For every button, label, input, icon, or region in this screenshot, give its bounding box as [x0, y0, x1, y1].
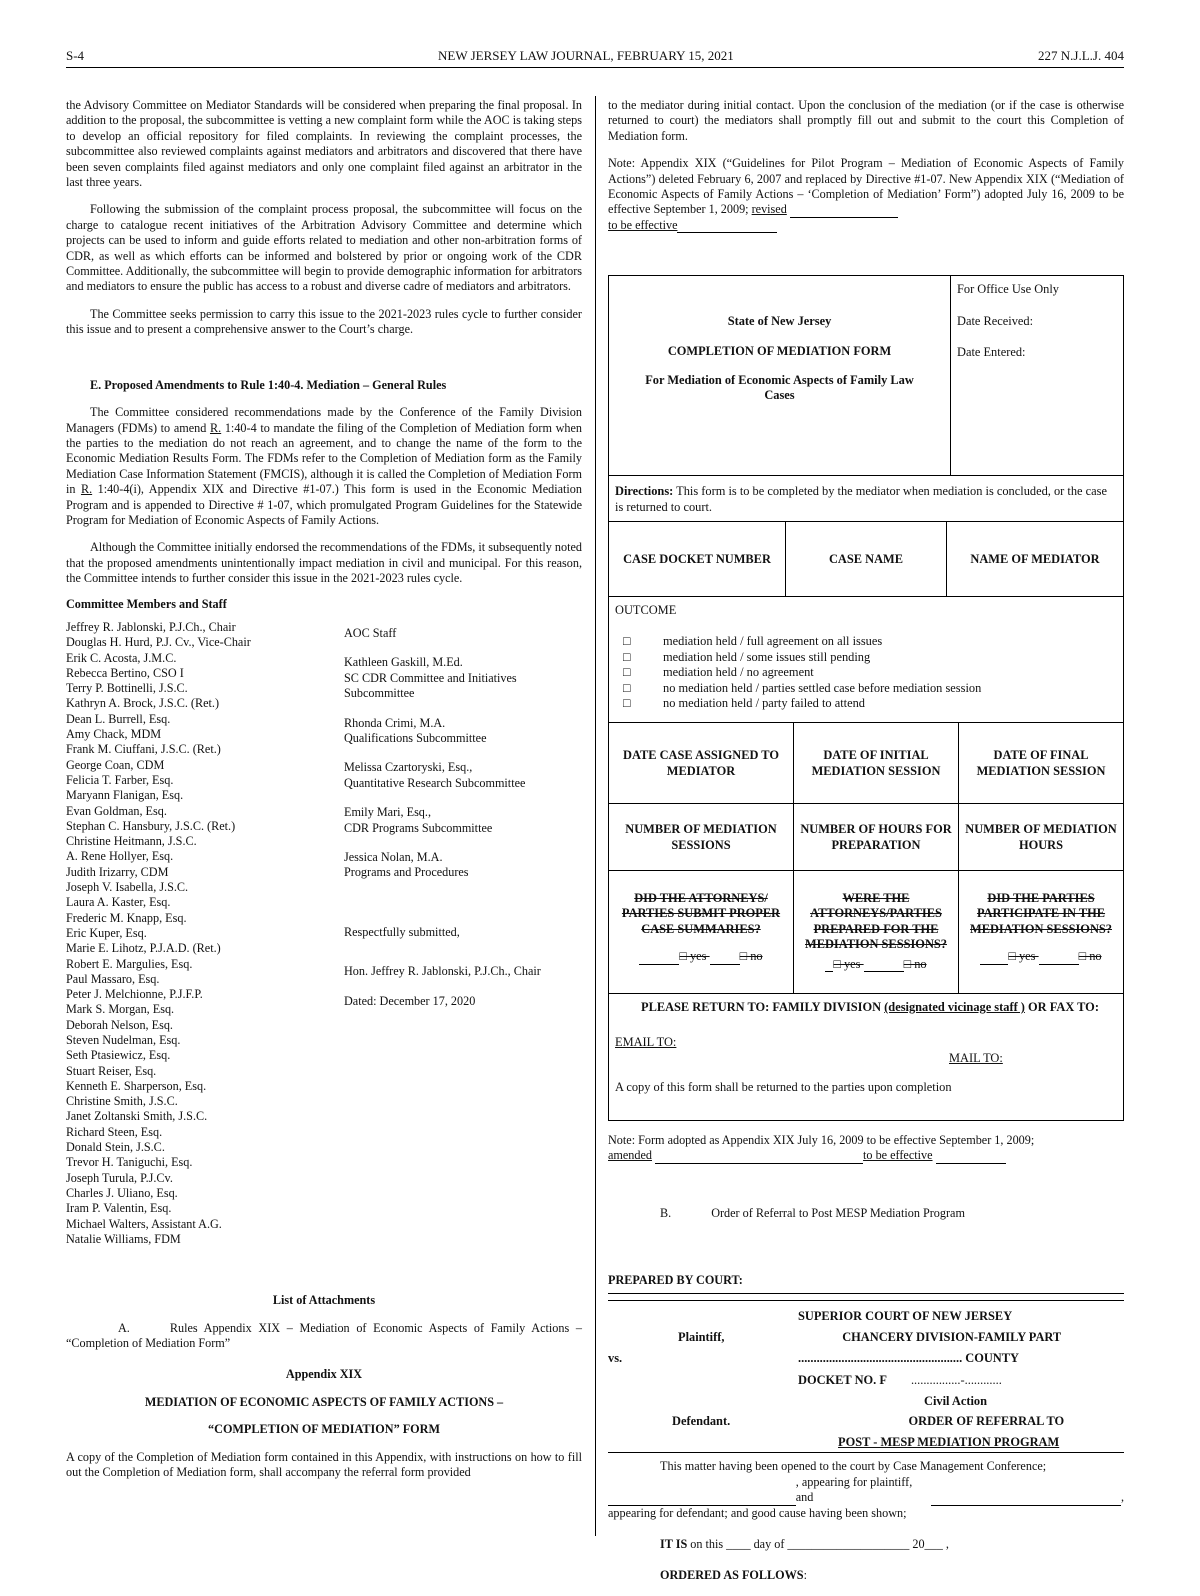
staff-member — [344, 850, 582, 881]
committee-member: A. Rene Hollyer, Esq. — [66, 849, 174, 864]
defendant-label: Defendant. — [672, 1413, 731, 1428]
staff-list — [344, 655, 582, 880]
ordered-heading: ORDERED AS FOLLOWS: — [660, 1568, 807, 1583]
outcome-label: mediation held / some issues still pending — [663, 649, 871, 664]
plaintiff-label: Plaintiff, — [678, 1330, 725, 1344]
note: Note: Form adopted as Appendix XIX July 16, 2009 to be effective September 1, 2009; amended to be effective — [608, 1132, 1035, 1163]
committee-member: Peter J. Melchionne, P.J.F.P. — [66, 987, 203, 1002]
outcome-cell — [609, 597, 1124, 723]
case-docket-number-field[interactable]: CASE DOCKET NUMBER — [609, 522, 786, 596]
members-heading: Committee Members and Staff — [66, 596, 227, 611]
committee-member: Joseph Turula, P.J.Cv. — [66, 1170, 173, 1185]
staff-name: Jessica Nolan, M.A. — [344, 850, 443, 865]
committee-member: Mark S. Morgan, Esq. — [66, 1002, 175, 1017]
journal-title: NEW JERSEY LAW JOURNAL, FEBRUARY 15, 2021 — [438, 48, 734, 63]
outcome-label: mediation held / full agreement on all issues — [663, 634, 883, 649]
staff-name: Rhonda Crimi, M.A. — [344, 715, 446, 730]
committee-member: Jeffrey R. Jablonski, P.J.Ch., Chair — [66, 619, 236, 634]
docket-field[interactable]: DOCKET NO. F ................-............ — [798, 1372, 1002, 1387]
paragraph: The Committee seeks permission to carry this issue to the 2021-2023 rules cycle to further consider this issue and to present a comprehensive answer to the Court’s charge. — [66, 306, 582, 337]
order-title: ORDER OF REFERRAL TO — [908, 1413, 1065, 1428]
section-heading: E. Proposed Amendments to Rule 1:40-4. Mediation – General Rules — [90, 377, 447, 392]
outcome-label: mediation held / no agreement — [663, 665, 814, 680]
summaries-yes-no[interactable]: □ yes □ no — [615, 949, 787, 965]
committee-member: Donald Stein, J.S.C. — [66, 1140, 165, 1155]
directions-cell: Directions: This form is to be completed by the mediator when mediation is concluded, or the case is returned to court. — [609, 476, 1124, 522]
note: Note: Appendix XIX (“Guidelines for Pilot Program – Mediation of Economic Aspects of Family Actions”) deleted February 6, 2007 and replaced by Directive #1-07. New Appendix XIX (“Mediation of Economic Aspects of Family Actions – ‘Completion of Mediation’ Form”) adopted July 16, 2009 to be effective September 1, 2009; revised to be effective — [608, 156, 1124, 232]
division-name: CHANCERY DIVISION-FAMILY PART — [842, 1330, 1062, 1344]
committee-member: Charles J. Uliano, Esq. — [66, 1185, 178, 1200]
checkbox-icon[interactable]: □ — [623, 665, 631, 680]
return-instructions: PLEASE RETURN TO: FAMILY DIVISION (designated vicinage staff ) OR FAX TO: — [641, 999, 1099, 1014]
appendix-title: Appendix XIX — [285, 1367, 363, 1382]
date-final-field[interactable]: DATE OF FINAL MEDIATION SESSION — [959, 723, 1124, 804]
committee-member: Frederic M. Knapp, Esq. — [66, 910, 187, 925]
staff-member — [344, 760, 582, 791]
committee-member: Iram P. Valentin, Esq. — [66, 1201, 172, 1216]
committee-member: Kenneth E. Sharperson, Esq. — [66, 1078, 207, 1093]
versus: vs. — [608, 1351, 623, 1366]
paragraph: Following the submission of the complaint process proposal, the subcommittee will focus on the charge to catalogue recent initiatives of the Arbitration Advisory Committee and determine which projects can be used to inform and guide efforts related to mediation and other non-arbitration forms of CDR, as well as which efforts can be informed and bolstered by prior or ongoing work of the CDR Committee. Additionally, the subcommittee will begin to provide demographic information for arbitrators and mediators to ensure the public has access to a robust and diverse cadre of mediators and arbitrators. — [66, 202, 582, 294]
form-subtitle: For Mediation of Economic Aspects of Family Law Cases — [645, 373, 914, 403]
staff-role: CDR Programs Subcommittee — [344, 820, 493, 835]
date-assigned-field[interactable]: DATE CASE ASSIGNED TO MEDIATOR — [609, 723, 794, 804]
attachment-item: A. Rules Appendix XIX – Mediation of Economic Aspects of Family Actions – “Completion of Mediation Form” — [66, 1320, 582, 1350]
staff-column — [344, 620, 582, 1247]
committee-member: Trevor H. Taniguchi, Esq. — [66, 1155, 193, 1170]
completion-of-mediation-form — [608, 275, 1124, 1121]
outcome-option[interactable] — [615, 650, 1117, 666]
num-sessions-field[interactable]: NUMBER OF MEDIATION SESSIONS — [609, 803, 794, 870]
section-b: B. Order of Referral to Post MESP Mediation Program — [660, 1205, 965, 1220]
committee-member: Marie E. Lihotz, P.J.A.D. (Ret.) — [66, 941, 221, 956]
committee-member: Robert E. Margulies, Esq. — [66, 956, 193, 971]
email-to[interactable]: EMAIL TO: — [615, 1035, 677, 1050]
staff-name: Kathleen Gaskill, M.Ed. — [344, 655, 463, 670]
staff-heading: AOC Staff — [344, 625, 397, 640]
case-summaries-question: DID THE ATTORNEYS/ PARTIES SUBMIT PROPER CASE SUMMARIES? □ yes □ no — [609, 870, 794, 993]
committee-member: Douglas H. Hurd, P.J. Cv., Vice-Chair — [66, 635, 251, 650]
appendix-subtitle: MEDIATION OF ECONOMIC ASPECTS OF FAMILY ACTIONS – — [144, 1394, 504, 1409]
paragraph: The Committee considered recommendations made by the Conference of the Family Division Managers (FDMs) to amend R. 1:40-4 to mandate the filing of the Completion of Mediation form when the parties to the mediation do not reach an agreement, and to change the name of the form to the Economic Mediation Results Form. The FDMs refer to the Completion of Mediation form as the Family Mediation Case Information Statement (FMCIS), although it is called the Completion of Mediation Form in R. 1:40-4(i), Appendix XIX and Directive #1-07.) This form is used in the Economic Mediation Program and is appended to Directive # 1-07, which promulgated Program Guidelines for the Statewide Program for Mediation of Economic Aspects of Family Actions. — [66, 405, 583, 527]
outcome-label: no mediation held / parties settled case before mediation session — [663, 680, 982, 695]
staff-role: Quantitative Research Subcommittee — [344, 775, 526, 790]
signature: Hon. Jeffrey R. Jablonski, P.J.Ch., Chair — [344, 964, 541, 979]
outcome-option[interactable] — [615, 681, 1117, 697]
left-column — [66, 98, 582, 1492]
closing: Respectfully submitted, — [344, 924, 460, 939]
members-section — [66, 620, 582, 1247]
order-paragraph: , appearing for plaintiff, and , — [608, 1475, 1124, 1506]
court-name: SUPERIOR COURT OF NEW JERSEY — [798, 1308, 1013, 1323]
right-column — [608, 98, 1124, 1596]
checkbox-icon[interactable]: □ — [623, 680, 631, 695]
participate-question: DID THE PARTIES PARTICIPATE IN THE MEDIATION SESSIONS? □ yes □ no — [959, 870, 1124, 993]
outcome-option[interactable] — [615, 696, 1117, 712]
form-state: State of New Jersey — [727, 314, 832, 329]
staff-name: Emily Mari, Esq., — [344, 805, 431, 820]
mediator-name-field[interactable]: NAME OF MEDIATOR — [970, 552, 1100, 567]
staff-member — [344, 805, 582, 836]
members-list — [66, 620, 344, 1247]
date-entered: Date Entered: — [957, 345, 1026, 360]
staff-role: Programs and Procedures — [344, 865, 469, 880]
paragraph: the Advisory Committee on Mediator Standards will be considered when preparing the final proposal. In addition to the proposal, the subcommittee is vetting a new complaint form while the AOC is taking steps to develop an official repository for filed complaints. In reviewing the complaint processes, the subcommittee also reviewed complaints against mediators and arbitrators and discovered that there have been seven complaints filed against mediators and only one complaint filed against an arbitrator in the last three years. — [66, 98, 582, 190]
order-date-line[interactable]: IT IS on this ____ day of ____________________ 20___ , — [660, 1537, 949, 1552]
staff-member — [344, 655, 582, 701]
case-caption — [608, 1309, 1124, 1451]
paragraph: A copy of the Completion of Mediation form contained in this Appendix, with instructions on how to fill out the Completion of Mediation form, shall accompany the referral form provided — [66, 1449, 582, 1479]
mediation-hours-field[interactable]: NUMBER OF MEDIATION HOURS — [959, 803, 1124, 870]
case-name-field[interactable]: CASE NAME — [786, 522, 947, 596]
committee-member: Laura A. Kaster, Esq. — [66, 895, 171, 910]
prepared-by-court: PREPARED BY COURT: — [608, 1273, 1124, 1293]
county-field[interactable]: ..................................................... COUNTY — [798, 1351, 1019, 1366]
hours-prep-field[interactable]: NUMBER OF HOURS FOR PREPARATION — [794, 803, 959, 870]
committee-member: Kathryn A. Brock, J.S.C. (Ret.) — [66, 696, 220, 711]
committee-member: Judith Irizarry, CDM — [66, 864, 169, 879]
staff-role: Qualifications Subcommittee — [344, 731, 487, 745]
rule-line — [608, 1300, 1124, 1301]
committee-member: Natalie Williams, FDM — [66, 1231, 181, 1246]
civil-action: Civil Action — [924, 1394, 987, 1409]
order-paragraph: appearing for defendant; and good cause having been shown; — [608, 1505, 907, 1520]
checkbox-icon[interactable]: □ — [623, 634, 631, 649]
order-paragraph: This matter having been opened to the court by Case Management Conference; — [660, 1459, 1047, 1474]
committee-member: Seth Ptasiewicz, Esq. — [66, 1048, 171, 1063]
outcome-option[interactable] — [615, 634, 1117, 650]
committee-member: Felicia T. Farber, Esq. — [66, 772, 174, 787]
committee-member: Joseph V. Isabella, J.S.C. — [66, 880, 189, 895]
staff-name: Melissa Czartoryski, Esq., — [344, 760, 473, 775]
committee-member: Amy Chack, MDM — [66, 727, 162, 742]
committee-member: Erik C. Acosta, J.M.C. — [66, 650, 177, 665]
committee-member: Steven Nudelman, Esq. — [66, 1032, 181, 1047]
committee-member: Evan Goldman, Esq. — [66, 803, 167, 818]
committee-member: Janet Zoltanski Smith, J.S.C. — [66, 1109, 208, 1124]
committee-member: Paul Massaro, Esq. — [66, 971, 160, 986]
copy-note: A copy of this form shall be returned to the parties upon completion — [615, 1080, 952, 1095]
outcome-list — [615, 634, 1117, 712]
committee-member: Stephan C. Hansbury, J.S.C. (Ret.) — [66, 818, 236, 833]
committee-member: Stuart Reiser, Esq. — [66, 1063, 157, 1078]
participate-yes-no[interactable]: □ yes □ no — [965, 949, 1117, 965]
paragraph: Although the Committee initially endorsed the recommendations of the FDMs, it subsequently noted that the proposed amendments unintentionally impact mediation in civil and municipal. For this reason, the Committee intends to further consider this issue in the 2021-2023 rules cycle. — [66, 540, 582, 586]
form-title: COMPLETION OF MEDIATION FORM — [667, 343, 892, 358]
committee-member: Deborah Nelson, Esq. — [66, 1017, 173, 1032]
appendix-subtitle: “COMPLETION OF MEDIATION” FORM — [208, 1422, 440, 1437]
outcome-label: no mediation held / party failed to attend — [663, 696, 865, 711]
attachments-heading: List of Attachments — [272, 1293, 376, 1308]
dated: Dated: December 17, 2020 — [344, 993, 476, 1008]
outcome-label: OUTCOME — [615, 603, 677, 618]
outcome-option[interactable] — [615, 665, 1117, 681]
prepared-yes-no[interactable]: □ yes □ no — [800, 957, 952, 973]
committee-member: Dean L. Burrell, Esq. — [66, 711, 171, 726]
committee-member: Terry P. Bottinelli, J.S.C. — [66, 681, 188, 696]
form-title-cell — [609, 276, 951, 476]
citation: 227 N.J.L.J. 404 — [1038, 48, 1124, 63]
page-number: S-4 — [66, 48, 85, 63]
running-header — [66, 48, 1124, 68]
staff-member — [344, 716, 582, 747]
office-use-label: For Office Use Only — [957, 282, 1059, 297]
committee-member: Christine Smith, J.S.C. — [66, 1094, 178, 1109]
committee-member: George Coan, CDM — [66, 757, 165, 772]
column-divider — [595, 96, 596, 1536]
order-title: POST - MESP MEDIATION PROGRAM — [838, 1435, 1060, 1450]
checkbox-icon[interactable]: □ — [623, 649, 631, 664]
date-initial-field[interactable]: DATE OF INITIAL MEDIATION SESSION — [794, 723, 959, 804]
committee-member: Michael Walters, Assistant A.G. — [66, 1216, 222, 1231]
committee-member: Maryann Flanigan, Esq. — [66, 788, 184, 803]
office-use-cell — [951, 276, 1124, 476]
committee-member: Frank M. Ciuffani, J.S.C. (Ret.) — [66, 742, 221, 757]
committee-member: Eric Kuper, Esq. — [66, 925, 147, 940]
rule-line — [608, 1452, 1124, 1453]
staff-role: SC CDR Committee and Initiatives Subcommittee — [344, 670, 517, 701]
checkbox-icon[interactable]: □ — [623, 696, 631, 711]
return-cell — [609, 993, 1124, 1120]
paragraph: to the mediator during initial contact. Upon the conclusion of the mediation (or if the case is otherwise returned to court) the mediators shall promptly fill out and submit to the court this Completion of Mediation form. — [608, 98, 1124, 143]
committee-member: Richard Steen, Esq. — [66, 1124, 163, 1139]
prepared-question: WERE THE ATTORNEYS/PARTIES PREPARED FOR THE MEDIATION SESSIONS? □ yes □ no — [794, 870, 959, 993]
committee-member: Christine Heitmann, J.S.C. — [66, 834, 197, 849]
committee-member: Rebecca Bertino, CSO I — [66, 665, 184, 680]
mail-to[interactable]: MAIL TO: — [949, 1050, 1003, 1065]
date-received: Date Received: — [957, 313, 1034, 328]
